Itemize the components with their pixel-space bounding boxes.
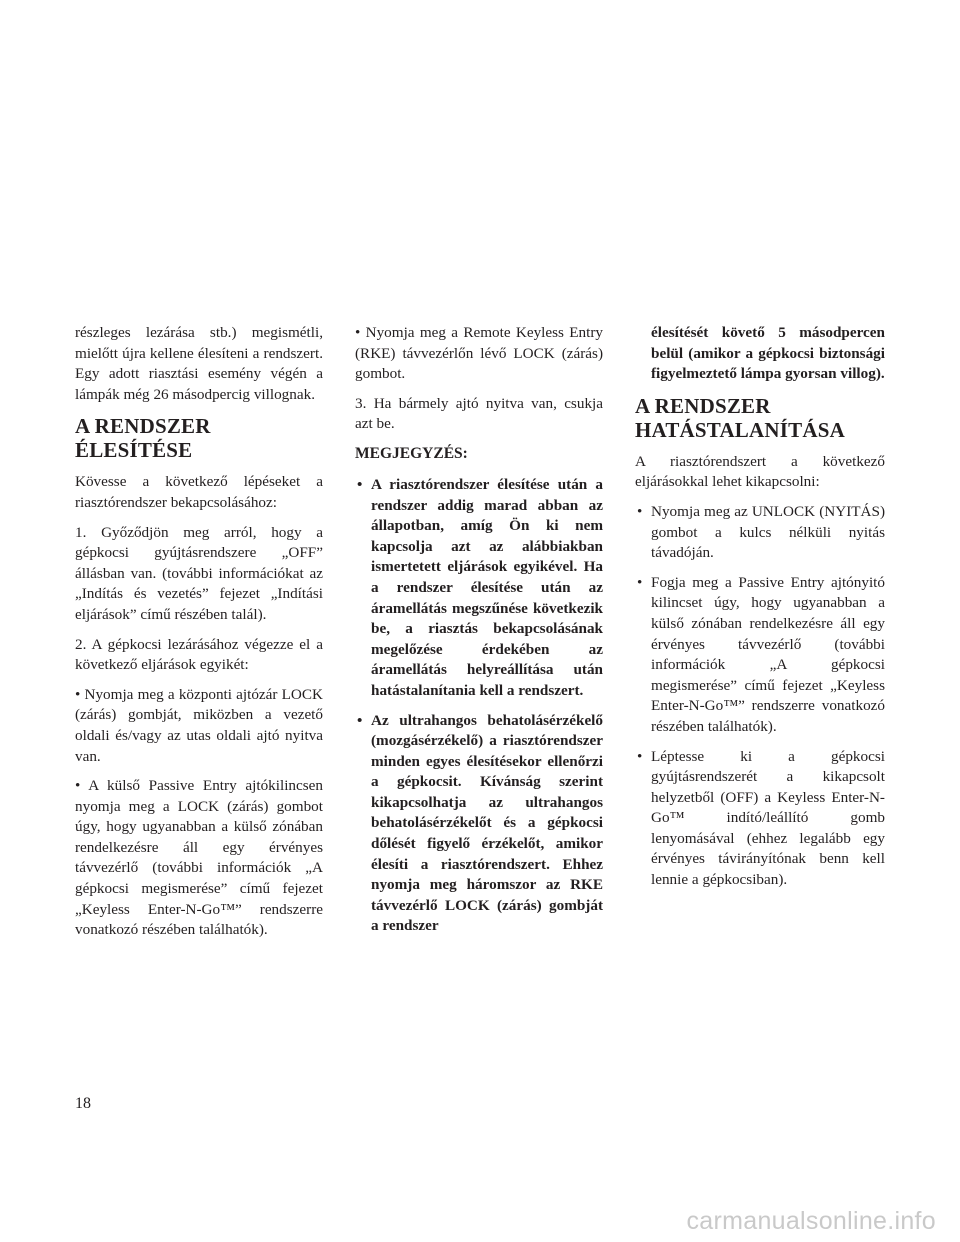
column-3	[635, 323, 885, 900]
bullet-icon: •	[357, 711, 363, 729]
note-text-2-continued: élesítését követő 5 másodpercen belül (amikor a gépkocsi biztonsági figyelmeztető lámpa gyorsan villog).	[651, 324, 885, 383]
bullet-rke-lock: • Nyomja meg a Remote Keyless Entry (RKE) távvezérlőn lévő LOCK (zárás) gombot.	[355, 324, 603, 383]
bullet-icon: •	[357, 475, 363, 493]
note-item-2	[355, 711, 603, 938]
note-item-1	[355, 475, 603, 702]
disarm-text-1: Nyomja meg az UNLOCK (NYITÁS) gombot a kulcs nélküli nyitás távadóján.	[651, 502, 885, 562]
paragraph-arming-instructions: Kövesse a következő lépéseket a riasztórendszer bekapcsolásához:	[75, 473, 323, 511]
disarm-item-2	[635, 573, 885, 738]
step-1: 1. Győződjön meg arról, hogy a gépkocsi gyújtásrendszere „OFF” állásban van. (további információkat az „Indítás és vezetés” fejezet „Indítási eljárások” című részében talál).	[75, 523, 323, 623]
disarm-text-3: Léptesse ki a gépkocsi gyújtásrendszerét a kikapcsolt helyzetből (OFF) a Keyless Enter-N-Go™ indító/leállító gomb lenyomásával (ehhez legalább egy érvényes távirányítónak benn kell lennie a gépkocsiban).	[651, 747, 885, 889]
heading-disarming: A RENDSZER HATÁSTALANÍTÁSA	[635, 393, 845, 442]
heading-arming: A RENDSZER ÉLESÍTÉSE	[75, 414, 211, 463]
column-2	[355, 323, 603, 946]
bullet-icon: •	[637, 502, 643, 520]
watermark: carmanualsonline.info	[686, 1207, 936, 1235]
paragraph-intro: részleges lezárása stb.) megismétli, mielőtt újra kellene élesíteni a rendszert. Egy adott riasztási esemény végén a lámpák még 26 másodpercig villognak.	[75, 324, 323, 403]
disarm-item-1	[635, 502, 885, 564]
bullet-central-lock: • Nyomja meg a központi ajtózár LOCK (zárás) gombját, miközben a vezető oldali és/vagy az utas oldali ajtó nyitva van.	[75, 685, 323, 765]
disarm-item-3	[635, 747, 885, 891]
paragraph-disarming-instructions: A riasztórendszert a következő eljárásokkal lehet kikapcsolni:	[635, 452, 885, 491]
step-3: 3. Ha bármely ajtó nyitva van, csukja azt be.	[355, 394, 603, 433]
note-text-1: A riasztórendszer élesítése után a rendszer addig marad abban az állapotban, amíg Ön ki nem kapcsolja azt az alábbiakban ismertetett eljárások egyikével. Ha a rendszer élesítése után az áramellátás megszűnése következik be, a riasztás bekapcsolásának megelőzése érdekében az áramellátás helyreállítása után hatástalanítania kell a rendszert.	[371, 475, 603, 699]
note-heading: MEGJEGYZÉS:	[355, 444, 468, 462]
note-text-2: Az ultrahangos behatolásérzékelő (mozgásérzékelő) a riasztórendszer minden egyes élesítésekor ellenőrzi a gépkocsit. Kívánság szerint kikapcsolhatja az ultrahangos behatolásérzékelőt és a gépkocsi dőlését figyelő érzékelőt, amikor élesíti a riasztórendszert. Ehhez nyomja meg háromszor az RKE távvezérlő LOCK (zárás) gombját a rendszer	[371, 711, 603, 935]
column-1	[75, 323, 323, 950]
bullet-icon: •	[637, 573, 643, 591]
bullet-passive-entry-lock: • A külső Passive Entry ajtókilincsen nyomja meg a LOCK (zárás) gombot úgy, hogy ugyanabban a külső zónában rendelkezésre áll egy érvényes távvezérlő (további információk „A gépkocsi megismerése” című fejezet „Keyless Enter-N-Go™” rendszerre vonatkozó részében találhatók).	[75, 777, 323, 939]
step-2: 2. A gépkocsi lezárásához végezze el a következő eljárások egyikét:	[75, 635, 323, 674]
disarm-text-2: Fogja meg a Passive Entry ajtónyitó kilincset úgy, hogy ugyanabban a külső zónában rendelkezésre áll egy érvényes távvezérlő (további információk „A gépkocsi megismerése” című fejezet „Keyless Enter-N-Go™” rendszerre vonatkozó részében találhatók).	[651, 573, 885, 735]
bullet-icon: •	[637, 747, 643, 765]
page-number: 18	[75, 1095, 91, 1112]
